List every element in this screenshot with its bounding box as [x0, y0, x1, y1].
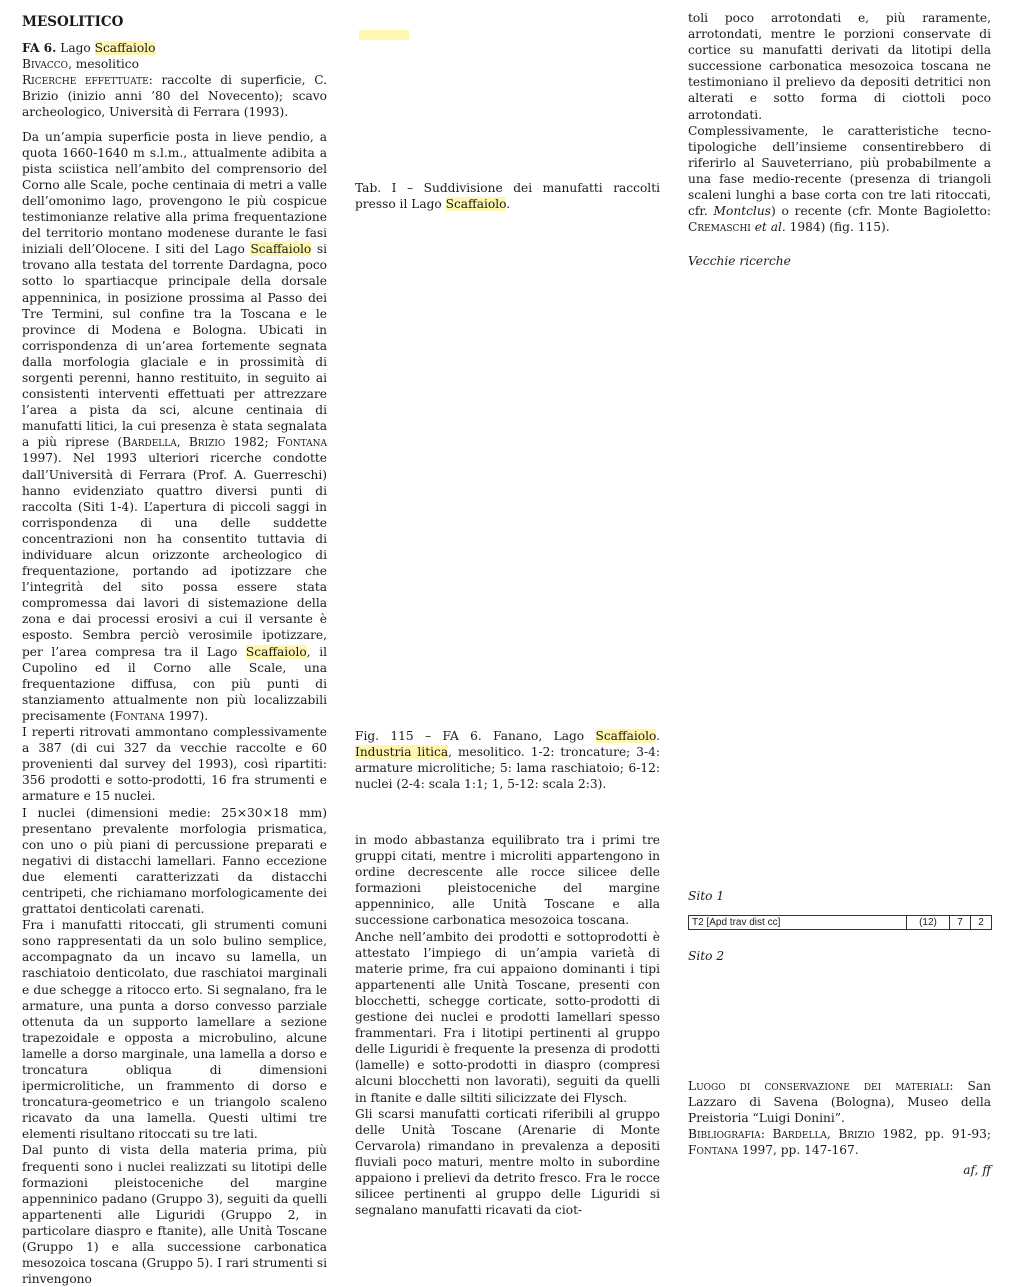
- paragraph-raw-material: Dal punto di vista della materia prima, più frequenti sono i nuclei realizzati su litotipi delle formazioni pleistoceniche del margine appenninico padano (Gruppo 3), seguiti da quelli appartenenti alle Liguridi (Gruppo 2, in particolare diaspro e ftanite), alle Unità Toscane (Gruppo 1) e alla successione carbonatica mesozoica toscana (Gruppo 5). I rari strumenti si rinvengono: [22, 1143, 327, 1287]
- highlight-term: Scaffaiolo: [250, 242, 312, 257]
- site-name-highlight: Scaffaiolo: [94, 41, 156, 56]
- paragraph-tools: Fra i manufatti ritoccati, gli strumenti comuni sono rappresentati da un solo bulino semplice, accompagnato da un incavo su lamella, un raschiatoio denticolato, due raschiatoi marginali e due schegge a ritocco erto. Si segnalano, fra le armature, una punta a dorso convesso parziale ottenuta da un supporto lamellare a sezione trapezoidale e opposta a microbulino, alcune lamelle a dorso marginale, una lamella a dorso e troncatura obliqua di dimensioni ipermicrolitiche, un frammento di dorso e troncatura-geometrico e un triangolo scaleno ricavato da una lamella. Questi ultimi tre elementi risultano ritoccati su tre lati.: [22, 918, 327, 1142]
- footer-info: [688, 1078, 991, 1179]
- bibliography: Bibliografia: Bardella, Brizio 1982, pp. 91-93; Fontana 1997, pp. 147-167.: [688, 1127, 992, 1158]
- paragraph-finds: I reperti ritrovati ammontano complessivamente a 387 (di cui 327 da vecchie raccolte e 60 provenienti dal survey del 1993), così ripartiti: 356 prodotti e sotto-prodotti, 16 fra strumenti e armature e 15 nuclei.: [22, 725, 327, 804]
- figure-caption: Fig. 115 – FA 6. Fanano, Lago Scaffaiolo. Industria litica, mesolitico. 1-2: troncature; 3-4: armature microlitiche; 5: lama raschiatoio; 6-12: nuclei (2-4: scala 1:1; 1, 5-12: scala 2:3).: [355, 729, 660, 792]
- site-heading: [22, 40, 327, 56]
- section-title: MESOLITICO: [22, 14, 124, 30]
- paragraph-cortical: Gli scarsi manufatti corticati riferibili al gruppo delle Unità Toscane (Arenarie di Monte Cervarola) rimandano in prevalenza a depositi fluviali poco maturi, mentre molto in subordine appaiono i prelievi da detrito fresco. Fra le rocce silicee pertinenti al gruppo delle Liguridi si segnalano manufatti ricavati da ciot-: [355, 1106, 660, 1218]
- paragraph-conclusion: Complessivamente, le caratteristiche tecno-tipologiche dell’insieme consentirebbero di riferirlo al Sauveterriano, più probabilmente a una fase medio-recente (presenza di triangoli scaleni lunghi a base corta con tre lati ritoccati, cfr. Montclus) o recente (cfr. Monte Bagioletto: Cremaschi et al. 1984) (fig. 115).: [688, 123, 991, 235]
- highlight-term: Scaffaiolo: [245, 644, 307, 659]
- highlight-mark: [359, 30, 409, 40]
- right-column: [688, 10, 991, 1180]
- table-cell: 7: [949, 916, 970, 929]
- paragraph-products: Anche nell’ambito dei prodotti e sottoprodotti è attestato l’impiego di un’ampia varietà di materie prime, fra cui appaiono dominanti i tipi appartenenti alle Unità Toscane, presenti con blocchetti, schegge corticate, sotto-prodotti di gestione dei nuclei e prodotti lamellari spesso frammentari. Fra i litotipi pertinenti al gruppo delle Liguridi è frequente la presenza di prodotti (lamelle) e sotto-prodotti in diaspro (compresi alcuni blocchetti non lavorati), seguiti da quelli in ftanite e dalle siltiti silicizzate dei Flysch.: [355, 929, 660, 1105]
- storage-location: Luogo di conservazione dei materiali: San Lazzaro di Savena (Bologna), Museo della Preistoria “Luigi Donini”.: [688, 1079, 991, 1126]
- site-name-prefix: Lago: [60, 41, 91, 56]
- site-type: Bivacco, mesolitico: [22, 57, 139, 72]
- paragraph-nuclei: I nuclei (dimensioni medie: 25×30×18 mm) presentano prevalente morfologia prismatica, con uno o più piani di percussione preparati e negativi di distacchi lamellari. Fanno eccezione due elementi caratterizzati da distacchi centripeti, che richiamano morfologicamente dei grattatoi denticolati carenati.: [22, 805, 327, 917]
- middle-column-text: [355, 832, 660, 1218]
- site-2-heading: Sito 2: [688, 949, 725, 963]
- site-1-table: [688, 915, 992, 930]
- table-cell: (12): [906, 916, 949, 929]
- middle-column: [355, 10, 660, 1218]
- paragraph-intro: Da un’ampia superficie posta in lieve pendio, a quota 1660-1640 m s.l.m., attualmente adibita a pista sciistica nell’ambito del comprensorio del Corno alle Scale, poche centinaia di metri a valle dell’omonimo lago, provengono le più cospicue testimonianze relative alla prima frequentazione del territorio montano modenese durante le fasi iniziali dell’Olocene. I siti del Lago Scaffaiolo si trovano alla testata del torrente Dardagna, poco sotto lo spartiacque principale della dorsale appenninica, in posizione prossima al Passo dei Tre Termini, sul confine tra la Toscana e le province di Modena e Bologna. Ubicati in corrispondenza di un’area fortemente segnata dalla morfologia glaciale e in prossimità di sorgenti perenni, hanno restituito, in seguito ai consistenti interventi effettuati per attrezzare l’area a pista da sci, alcune centinaia di manufatti litici, la cui presenza è stata segnalata a più riprese (Bardella, Brizio 1982; Fontana 1997). Nel 1993 ulteriori ricerche condotte dall’Università di Ferrara (Prof. A. Guerreschi) hanno evidenziato quattro diversi punti di raccolta (Siti 1-4). L’apertura di piccoli saggi in corrispondenza di una delle suddette concentrazioni non ha consentito tuttavia di individuare alcun orizzonte archeologico di frequentazione, portando ad ipotizzare che l’integrità del sito possa essere stata compromessa dai lavori di sistemazione della zona e dai processi erosivi a cui il versante è esposto. Sembra perciò verosimile ipotizzare, per l’area compresa tra il Lago Scaffaiolo, il Cupolino ed il Corno alle Scale, una frequentazione diffusa, con più punti di stanziamento attualmente non più localizzabili precisamente (Fontana 1997).: [22, 129, 327, 723]
- table-cell: T2 [Apd trav dist cc]: [692, 917, 781, 928]
- research-info: Ricerche effettuate: raccolte di superficie, C. Brizio (inizio anni ’80 del Novecento); scavo archeologico, Università di Ferrara (1993).: [22, 73, 327, 120]
- old-research-heading: Vecchie ricerche: [688, 254, 791, 269]
- left-column: [22, 10, 327, 1287]
- paragraph-cortex: toli poco arrotondati e, più raramente, arrotondati, mentre le porzioni conservate di cortice su manufatti derivati da litotipi della successione carbonatica mesozoica toscana ne testimoniano il prelievo da depositi detritici non alterati e sotto forma di ciottoli poco arrotondati.: [688, 11, 991, 122]
- site-1-heading: Sito 1: [688, 889, 725, 903]
- table-caption: Tab. I – Suddivisione dei manufatti raccolti presso il Lago Scaffaiolo.: [355, 181, 660, 212]
- paragraph-microliths: in modo abbastanza equilibrato tra i primi tre gruppi citati, mentre i microliti appartengono in ordine decrescente alle rocce silicee delle formazioni pleistoceniche del margine appenninico, alle Unità Toscane e alla successione carbonatica mesozoica toscana.: [355, 833, 660, 928]
- author-signature: af, ff: [963, 1163, 991, 1178]
- site-code: FA 6.: [22, 41, 57, 56]
- table-cell: 2: [970, 916, 991, 929]
